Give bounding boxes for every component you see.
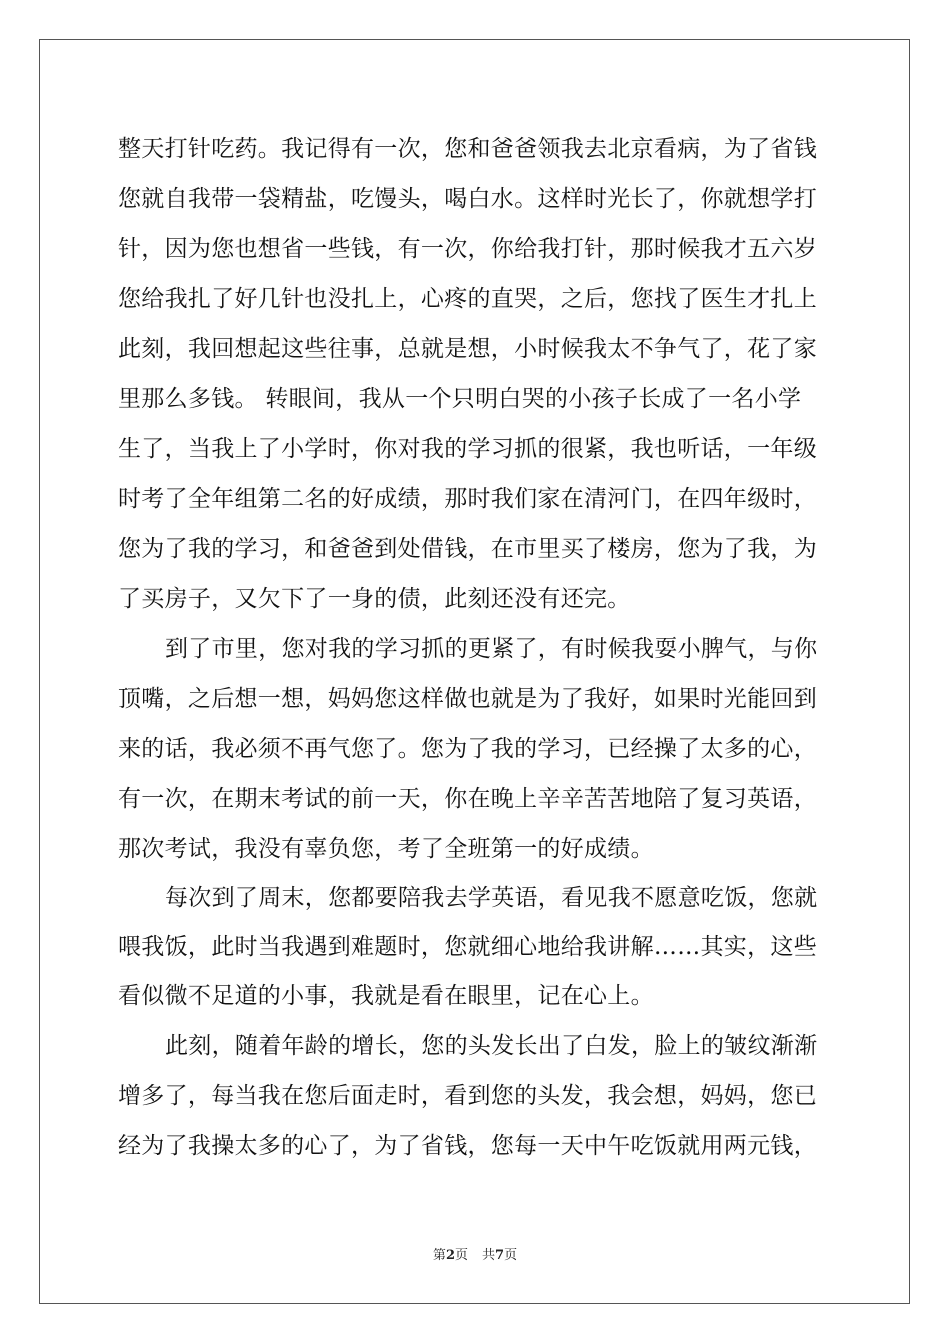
text-line: 顶嘴，之后想一想，妈妈您这样做也就是为了我好，如果时光能回到 [118,686,817,712]
paragraph-first-line: 到了市里，您对我的学习抓的更紧了，有时候我耍小脾气，与你 [165,636,818,662]
text-line: 针，因为您也想省一些钱，有一次，你给我打针，那时候我才五六岁 [118,236,817,262]
text-line: 增多了，每当我在您后面走时，看到您的头发，我会想，妈妈，您已 [118,1083,817,1109]
text-line: 生了，当我上了小学时，你对我的学习抓的很紧，我也听话，一年级 [118,436,817,462]
text-line: 此刻，我回想起这些往事，总就是想，小时候我太不争气了，花了家 [118,336,817,362]
page-number-suffix: 页 [454,1248,468,1263]
text-line: 时考了全年组第二名的好成绩，那时我们家在清河门，在四年级时， [118,486,817,512]
text-line: 您给我扎了好几针也没扎上，心疼的直哭，之后，您找了医生才扎上 [118,286,817,312]
text-line: 里那么多钱。 转眼间，我从一个只明白哭的小孩子长成了一名小学 [118,386,802,412]
page-number-prefix: 第 [432,1248,446,1263]
text-line: 您就自我带一袋精盐，吃馒头，喝白水。这样时光长了，你就想学打 [118,186,817,212]
total-pages-prefix: 共 [482,1248,496,1263]
text-line: 有一次，在期末考试的前一天，你在晚上辛辛苦苦地陪了复习英语， [118,786,817,812]
total-pages-suffix: 页 [504,1248,518,1263]
text-line: 整天打针吃药。我记得有一次，您和爸爸领我去北京看病，为了省钱 [118,136,817,162]
text-line: 喂我饭，此时当我遇到难题时，您就细心地给我讲解……其实，这些 [118,934,817,960]
page-number: 2 [445,1248,455,1263]
text-line: 看似微不足道的小事，我就是看在眼里，记在心上。 [118,983,654,1009]
text-line: 来的话，我必须不再气您了。您为了我的学习，已经操了太多的心， [118,736,817,762]
text-line: 了买房子，又欠下了一身的债，此刻还没有还完。 [118,586,631,612]
paragraph-first-line: 每次到了周末，您都要陪我去学英语，看见我不愿意吃饭，您就 [165,885,818,911]
page-footer [0,1247,950,1265]
text-line: 经为了我操太多的心了，为了省钱，您每一天中午吃饭就用两元钱， [118,1133,817,1159]
text-line: 那次考试，我没有辜负您，考了全班第一的好成绩。 [118,836,654,862]
paragraph-first-line: 此刻，随着年龄的增长，您的头发长出了白发，脸上的皱纹渐渐 [165,1033,818,1059]
total-pages: 7 [495,1248,505,1263]
text-line: 您为了我的学习，和爸爸到处借钱，在市里买了楼房，您为了我，为 [118,536,817,562]
